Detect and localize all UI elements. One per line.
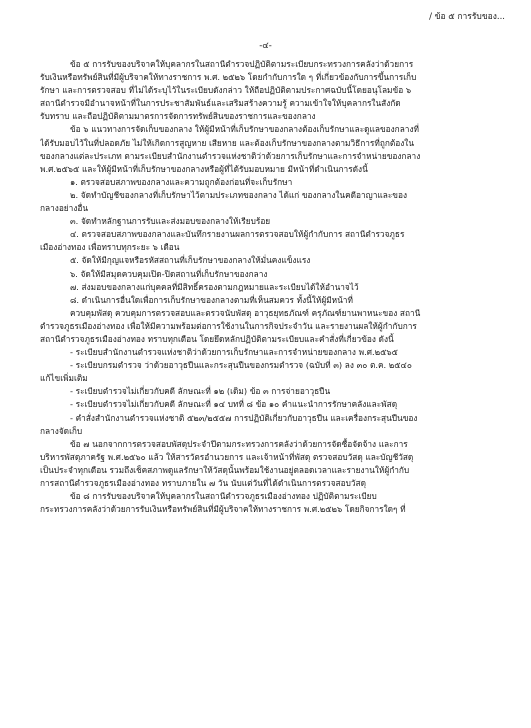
continuation-header: / ข้อ ๕ การรับของ...	[429, 12, 505, 22]
list-item: ๓. จัดทำหลักฐานการรับและส่งมอบของกลางให้เรียบร้อย	[70, 216, 271, 227]
text-line: การสถานีตำรวจภูธรเมืองอ่างทอง ทราบภายใน ๗ วัน นับแต่วันที่ได้ดำเนินการตรวจสอบวัสดุ	[40, 478, 366, 488]
list-item: ๖. จัดให้มีสมุดควบคุมเปิด-ปิดสถานที่เก็บรักษาของกลาง	[70, 268, 268, 279]
page-number: -๔-	[259, 41, 272, 51]
list-item: - ระเบียบสำนักงานตำรวจแห่งชาติว่าด้วยการเก็บรักษาและการจำหน่ายของกลาง พ.ศ.๒๕๖๕	[70, 347, 398, 358]
text-line: รับเงินหรือทรัพย์สินที่มีผู้บริจาคให้ทางราชการ พ.ศ. ๒๕๒๖ โดยกำกับการใด ๆ ที่เกี่ยวข้องกับการขึ้นการเก็บ	[40, 72, 417, 83]
list-item: ๔. ตรวจสอบสภาพของกลางและบันทึกรายงานผลการตรวจสอบให้ผู้กำกับการ สถานีตำรวจภูธร	[70, 229, 405, 240]
text-line: เมืองอ่างทอง เพื่อทราบทุกระยะ ๖ เดือน	[40, 242, 180, 253]
text-line: ของกลางแต่ละประเภท ตามระเบียบสำนักงานตำรวจแห่งชาติว่าด้วยการเก็บรักษาและการจำหน่ายของกลาง	[40, 150, 421, 161]
list-item: - คำสั่งสำนักงานตำรวจแห่งชาติ ๕๒๓/๒๕๕๗ การปฏิบัติเกี่ยวกับอาวุธปืน และเครื่องกระสุนปืนของ	[70, 412, 418, 423]
text-line: ตำรวจภูธรเมืองอ่างทอง เพื่อให้มีความพร้อมต่อการใช้งานในการกิจประจำวัน และรายงานผลให้ผู้กำกับการ	[40, 320, 417, 331]
text-line: สถานีตำรวจภูธรเมืองอ่างทอง ทราบทุกเดือน โดยยึดหลักปฏิบัติตามระเบียบและคำสั่งที่เกี่ยวข้อง ดังนี้	[40, 333, 394, 344]
list-item: ๕. จัดให้มีกุญแจหรือรหัสสถานที่เก็บรักษาของกลางให้มั่นคงแข็งแรง	[70, 255, 311, 266]
list-item: - ระเบียบตำรวจไม่เกี่ยวกับคดี ลักษณะที่ ๑๒ (เดิม) ข้อ ๓ การจ่ายอาวุธปืน	[70, 386, 331, 397]
text-line: เป็นประจำทุกเดือน รวมถึงเช็คสภาพดูแลรักษาให้วัสดุนั้นพร้อมใช้งานอยู่ตลอดเวลาและรายงานให้ผู้กำกับ	[40, 464, 410, 475]
document-body	[40, 58, 492, 516]
text-line: ข้อ ๘ การรับของบริจาคให้บุคลากรในสถานีตำรวจภูธรเมืองอ่างทอง ปฏิบัติตามระเบียบ	[70, 491, 377, 502]
text-line: ข้อ ๕ การรับของบริจาคให้บุคลากรในสถานีตำรวจปฏิบัติตามระเบียบกระทรวงการคลังว่าด้วยการ	[70, 59, 414, 69]
text-line: ควบคุมพัสดุ ควบคุมการตรวจสอบและตรวจนับพัสดุ อาวุธยุทธภัณฑ์ ครุภัณฑ์ยานพาหนะของ สถานี	[70, 307, 421, 318]
text-line: กลางจัดเก็บ	[40, 425, 83, 436]
list-item: ๑. ตรวจสอบสภาพของกลางและความถูกต้องก่อนที่จะเก็บรักษา	[70, 176, 293, 187]
text-line: ข้อ ๗ นอกจากการตรวจสอบพัสดุประจำปีตามกระทรวงการคลังว่าด้วยการจัดซื้อจัดจ้าง และการ	[70, 438, 408, 449]
text-line: กลางอย่างอื่น	[40, 203, 89, 214]
text-line: รักษา และการตรวจสอบ ที่ไม่ได้ระบุไว้ในระเบียบดังกล่าว ให้ถือปฏิบัติตามประกาศฉบับนี้โดยอนุโลมข้อ ๖	[40, 85, 412, 96]
list-item: - ระเบียบตำรวจไม่เกี่ยวกับคดี ลักษณะที่ ๑๔ บทที่ ๘ ข้อ ๑๐ คำแนะนำการรักษาคลังและพัสดุ	[70, 399, 398, 410]
text-line: แก้ไขเพิ่มเติม	[40, 373, 88, 384]
text-line: สถานีตำรวจมีอำนาจหน้าที่ในการประชาสัมพันธ์และเสริมสร้างความรู้ ความเข้าใจให้บุคลากรในสังกัด	[40, 98, 401, 109]
list-item: - ระเบียบกรมตำรวจ ว่าด้วยอาวุธปืนและกระสุนปืนของกรมตำรวจ (ฉบับที่ ๓) ลง ๓๐ ต.ค. ๒๕๔๐	[70, 360, 412, 371]
text-line: ข้อ ๖ แนวทางการจัดเก็บของกลาง ให้ผู้มีหน้าที่เก็บรักษาของกลางต้องเก็บรักษาและดูแลของกลางที่	[70, 124, 419, 135]
text-line: กระทรวงการคลังว่าด้วยการรับเงินหรือทรัพย์สินที่มีผู้บริจาคให้ทางราชการ พ.ศ.๒๕๒๖ โดยกิจการใดๆ ที่	[40, 504, 406, 515]
list-item: ๗. ส่งมอบของกลางแก่บุคคลที่มีสิทธิ์ครองตามกฎหมายและระเบียบได้ให้อำนาจไว้	[70, 281, 359, 292]
list-item: ๘. ดำเนินการอื่นใดเพื่อการเก็บรักษาของกลางตามที่เห็นสมควร ทั้งนี้ให้ผู้มีหน้าที่	[70, 294, 353, 305]
text-line: บริหารพัสดุภาครัฐ พ.ศ.๒๕๖๐ แล้ว ให้สารวัตรอำนวยการ และเจ้าหน้าที่พัสดุ ตรวจสอบวัสดุ และบัญชีวัสดุ	[40, 451, 414, 462]
list-item: ๒. จัดทำบัญชีของกลางที่เก็บรักษาไว้ตามประเภทของกลาง ได้แก่ ของกลางในคดีอาญาและของ	[70, 189, 407, 200]
text-line: รับทราบ และถือปฏิบัติตามมาตรการจัดการทรัพย์สินของราชการและของกลาง	[40, 111, 316, 122]
text-line: พ.ศ.๒๕๖๕ และให้ผู้มีหน้าที่เก็บรักษาของกลางหรือผู้ที่ได้รับมอบหมาย มีหน้าที่ดำเนินการดังนี้	[40, 163, 368, 174]
text-line: ได้รับมอบไว้ในที่ปลอดภัย ไม่ให้เกิดการสูญหาย เสียหาย และต้องเก็บรักษาของกลางตามวิธีการที่ถูกต้องใน	[40, 137, 415, 148]
